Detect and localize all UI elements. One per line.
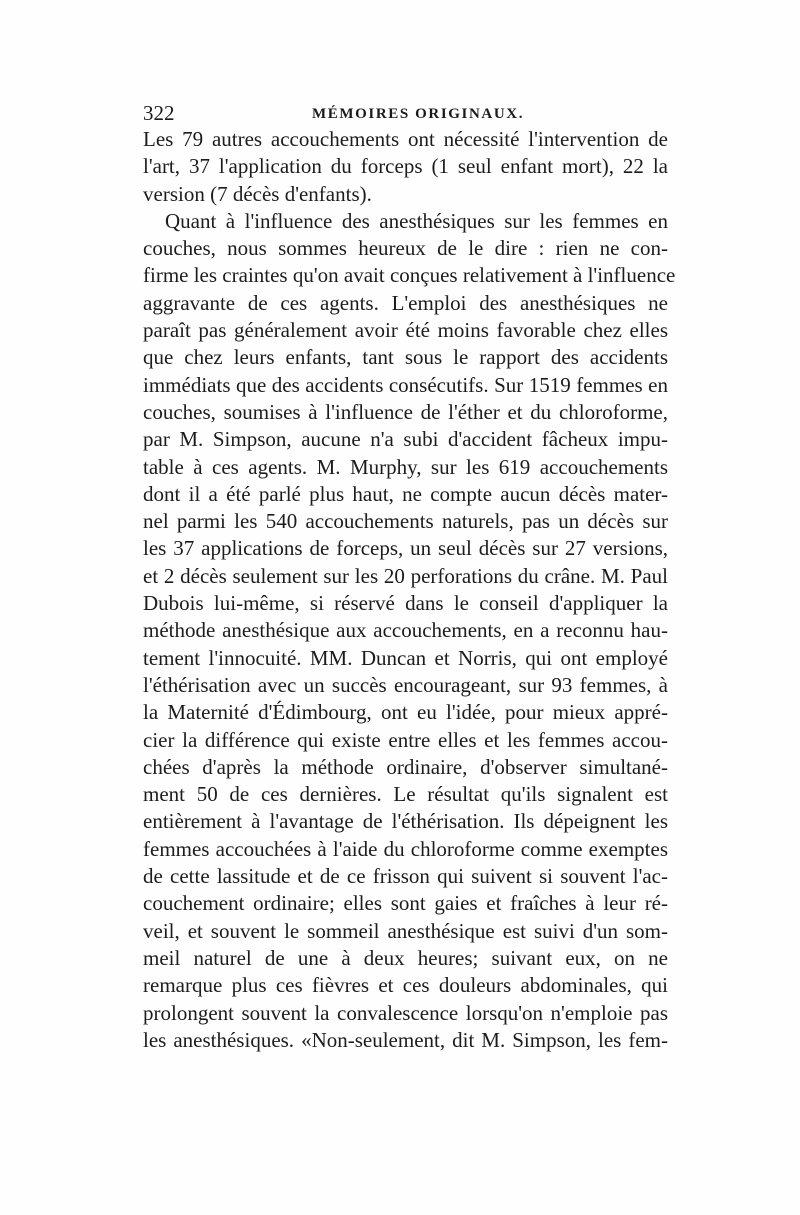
text-line: l'art, 37 l'application du forceps (1 seul enfant mort), 22 la bbox=[143, 154, 668, 179]
text-line: immédiats que des accidents consécutifs. Sur 1519 femmes en bbox=[143, 372, 668, 397]
text-line: version (7 décès d'enfants). bbox=[143, 181, 372, 206]
text-line: remarque plus ces fièvres et ces douleurs abdominales, qui bbox=[143, 973, 668, 998]
text-line: meil naturel de une à deux heures; suivant eux, on ne bbox=[143, 945, 668, 970]
text-line: l'éthérisation avec un succès encourageant, sur 93 femmes, à bbox=[143, 672, 668, 697]
paragraph-2 bbox=[143, 208, 676, 1054]
running-title: MÉMOIRES ORIGINAUX. bbox=[312, 106, 525, 122]
text-line: couches, soumises à l'influence de l'éther et du chloroforme, bbox=[143, 399, 668, 424]
text-line: firme les craintes qu'on avait conçues relativement à l'influence bbox=[143, 263, 676, 288]
text-line: tement l'innocuité. MM. Duncan et Norris, qui ont employé bbox=[143, 645, 668, 670]
body-text bbox=[143, 126, 676, 1054]
page-number: 322 bbox=[143, 101, 175, 125]
text-line: chées d'après la méthode ordinaire, d'observer simultané- bbox=[143, 754, 668, 779]
text-line: prolongent souvent la convalescence lorsqu'on n'emploie pas bbox=[143, 1000, 668, 1025]
paragraph-1 bbox=[143, 126, 668, 208]
text-line: dont il a été parlé plus haut, ne compte aucun décès mater- bbox=[143, 481, 668, 506]
text-line: que chez leurs enfants, tant sous le rapport des accidents bbox=[143, 345, 668, 370]
text-line: la Maternité d'Édimbourg, ont eu l'idée, pour mieux appré- bbox=[143, 700, 668, 725]
text-line: paraît pas généralement avoir été moins favorable chez elles bbox=[143, 318, 668, 343]
text-line: cier la différence qui existe entre elles et les femmes accou- bbox=[143, 727, 668, 752]
text-line: entièrement à l'avantage de l'éthérisation. Ils dépeignent les bbox=[143, 809, 668, 834]
text-line: aggravante de ces agents. L'emploi des anesthésiques ne bbox=[143, 290, 668, 315]
text-line: table à ces agents. M. Murphy, sur les 619 accouchements bbox=[143, 454, 668, 479]
text-line: Quant à l'influence des anesthésiques sur les femmes en bbox=[165, 208, 668, 233]
text-line: et 2 décès seulement sur les 20 perforations du crâne. M. Paul bbox=[143, 563, 668, 588]
text-line: Les 79 autres accouchements ont nécessité l'intervention de bbox=[143, 127, 668, 151]
text-line: couchement ordinaire; elles sont gaies et fraîches à leur ré- bbox=[143, 891, 668, 916]
text-line: veil, et souvent le sommeil anesthésique est suivi d'un som- bbox=[143, 918, 668, 943]
text-line: les anesthésiques. «Non-seulement, dit M. Simpson, les fem- bbox=[143, 1027, 668, 1052]
running-head bbox=[143, 100, 668, 126]
text-line: les 37 applications de forceps, un seul décès sur 27 versions, bbox=[143, 536, 668, 561]
text-line: nel parmi les 540 accouchements naturels, pas un décès sur bbox=[143, 509, 668, 534]
text-line: Dubois lui-même, si réservé dans le conseil d'appliquer la bbox=[143, 591, 668, 616]
text-line: couches, nous sommes heureux de le dire : rien ne con- bbox=[143, 236, 668, 261]
text-line: méthode anesthésique aux accouchements, en a reconnu hau- bbox=[143, 618, 668, 643]
text-line: par M. Simpson, aucune n'a subi d'accident fâcheux impu- bbox=[143, 427, 668, 452]
text-line: de cette lassitude et de ce frisson qui suivent si souvent l'ac- bbox=[143, 864, 668, 889]
text-line: femmes accouchées à l'aide du chloroforme comme exemptes bbox=[143, 836, 668, 861]
text-line: ment 50 de ces dernières. Le résultat qu'ils signalent est bbox=[143, 782, 668, 807]
